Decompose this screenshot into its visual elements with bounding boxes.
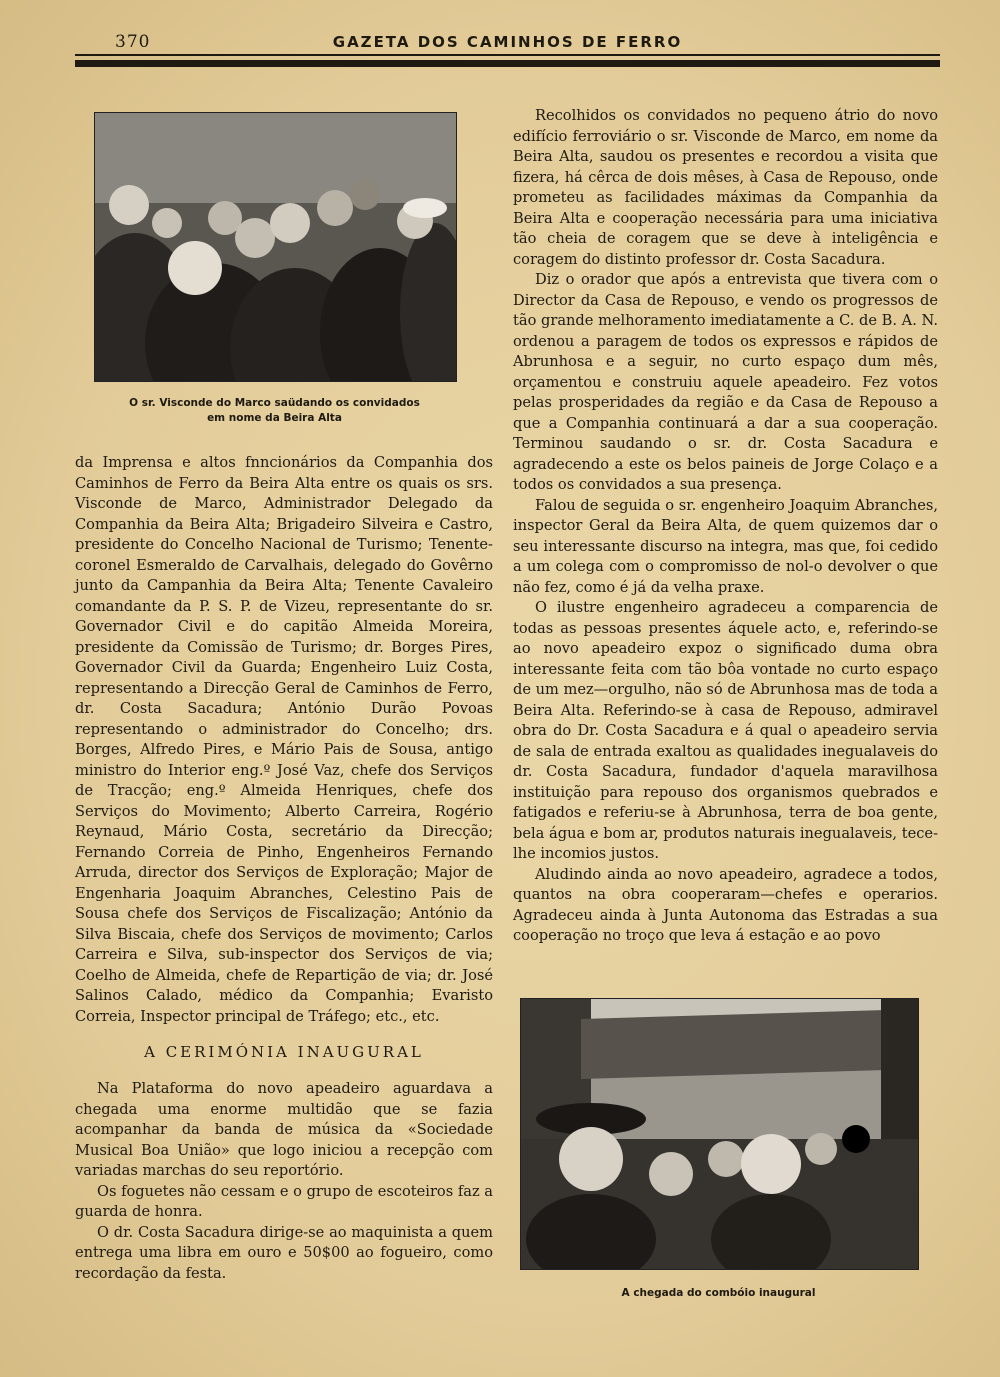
platform-paragraph: Na Plataforma do novo apeadeiro aguardava a chegada uma enorme multidão que se fazia acompanhar da banda de música da «Sociedade Musical Boa União» que logo iniciou a recepção com variadas marchas do seu reportório. bbox=[75, 1080, 493, 1179]
right-column bbox=[513, 106, 938, 947]
fireworks-paragraph: Os foguetes não cessam e o grupo de escoteiros faz a guarda de honra. bbox=[75, 1182, 493, 1220]
photo-caption-top-line2: em nome da Beira Alta bbox=[207, 412, 342, 424]
photo-caption-bottom: A chegada do combóio inaugural bbox=[621, 1287, 816, 1299]
publication-title: GAZETA DOS CAMINHOS DE FERRO bbox=[332, 33, 683, 51]
engineer-paragraph: O dr. Costa Sacadura dirige-se ao maquinista a quem entrega uma libra em ouro e 50$00 ao fogueiro, como recordação da festa. bbox=[75, 1223, 493, 1282]
speech-visconde-paragraph: Recolhidos os convidados no pequeno átrio do novo edifício ferroviário o sr. Visconde de Marco, em nome da Beira Alta, saudou os presentes e recordou a visita que fizera, há cêrca de dois mêses, à Casa de Repouso, onde prometeu as facilidades máximas da Companhia da Beira Alta e cooperação necessária para uma iniciativa tão cheia de coragem que se deve à inteligência e coragem do distinto professor dr. Costa Sacadura. bbox=[513, 107, 938, 268]
engineer-thanks-paragraph: O ilustre engenheiro agradeceu a comparencia de todas as pessoas presentes áquele acto, e, referindo-se ao novo apeadeiro expoz o significado duma obra interessante feita com tão bôa vontade no curto espaço de um mez—orgulho, não só de Abrunhosa mas de toda a Beira Alta. Referindo-se à casa de Repouso, admiravel obra do Dr. Costa Sacadura e á qual o apeadeiro servia de sala de entrada exaltou as qualidades inegualaveis do dr. Costa Sacadura, fundador d'aquela maravilhosa instituição para repouso dos organismos quebrados e fatigados e referiu-se à Abrunhosa, terra de boa gente, bela água e bom ar, produtos naturais inegualaveis, tece-lhe incomios justos. bbox=[513, 599, 938, 862]
page-header bbox=[75, 30, 940, 54]
photo-visconde-greeting bbox=[94, 112, 457, 382]
page-number: 370 bbox=[115, 32, 151, 52]
section-title: A CERIMÓNIA INAUGURAL bbox=[144, 1043, 424, 1061]
left-column bbox=[75, 453, 493, 1284]
header-rule-thin bbox=[75, 54, 940, 56]
attendees-paragraph: da Imprensa e altos fnncionários da Companhia dos Caminhos de Ferro da Beira Alta entre os quais os srs. Visconde de Marco, Administrador Delegado da Companhia da Beira Alta; Brigadeiro Silveira e Castro, presidente do Concelho Nacional de Turismo; Tenente-coronel Esmeraldo de Carvalhais, delegado do Govêrno junto da Campanhia da Beira Alta; Tenente Cavaleiro comandante da P. S. P. de Vizeu, representante do sr. Governador Civil e do capitão Almeida Moreira, presidente da Comissão de Turismo; dr. Borges Pires, Governador Civil da Guarda; Engenheiro Luiz Costa, representando a Direcção Geral de Caminhos de Ferro, dr. Costa Sacadura; António Durão Povoas representando o administrador do Concelho; drs. Borges, Alfredo Pires, e Mário Pais de Sousa, antigo ministro do Interior eng.º José Vaz, chefe dos Serviços de Tracção; eng.º Almeida Henriques, chefe dos Serviços do Movimento; Alberto Carreira, Rogério Reynaud, Mário Costa, secretário da Direcção; Fernando Correia de Pinho, Engenheiros Fernando Arruda, director dos Serviços de Exploração; Major de Engenharia Joaquim Abranches, Celestino Pais de Sousa chefe dos Serviços de Fiscalização; António da Silva Biscaia, chefe dos Serviços de movimento; Carlos Carreira e Silva, sub-inspector dos Serviços de via; Coelho de Almeida, chefe de Repartição de via; dr. José Salinos Calado, médico da Companhia; Evaristo Correia, Inspector principal de Tráfego; etc., etc. bbox=[75, 454, 493, 1025]
abranches-paragraph: Falou de seguida o sr. engenheiro Joaquim Abranches, inspector Geral da Beira Alta, de quem quizemos dar o seu interessante discurso na integra, mas que, foi cedido a um colega com o compromisso de nol-o devolver o que não fez, como é já da velha praxe. bbox=[513, 496, 938, 596]
closing-paragraph: Aludindo ainda ao novo apeadeiro, agradece a todos, quantos na obra cooperaram—chefes e operarios. Agradeceu ainda à Junta Autonoma das Estradas a sua cooperação no troço que leva á estação e ao povo bbox=[513, 865, 938, 944]
photo-caption-top bbox=[94, 396, 455, 426]
photo-inaugural-train bbox=[520, 998, 919, 1270]
header-rule-thick bbox=[75, 60, 940, 67]
orator-paragraph: Diz o orador que após a entrevista que tivera com o Director da Casa de Repouso, e vendo os progressos de tão grande melhoramento imediatamente a C. de B. A. N. ordenou a paragem de todos os expressos e rápidos de Abrunhosa e a seguir, no curto espaço dum mês, orçamentou e construiu aquele apeadeiro. Fez votos pelas prosperidades da região e da Casa de Repouso a que a Companhia continuará a dar a sua cooperação. Terminou saudando o sr. dr. Costa Sacadura e agradecendo a este os belos paineis de Jorge Colaço e a todos os convidados a sua presença. bbox=[513, 271, 938, 493]
photo-caption-top-line1: O sr. Visconde do Marco saüdando os convidados bbox=[129, 397, 420, 409]
